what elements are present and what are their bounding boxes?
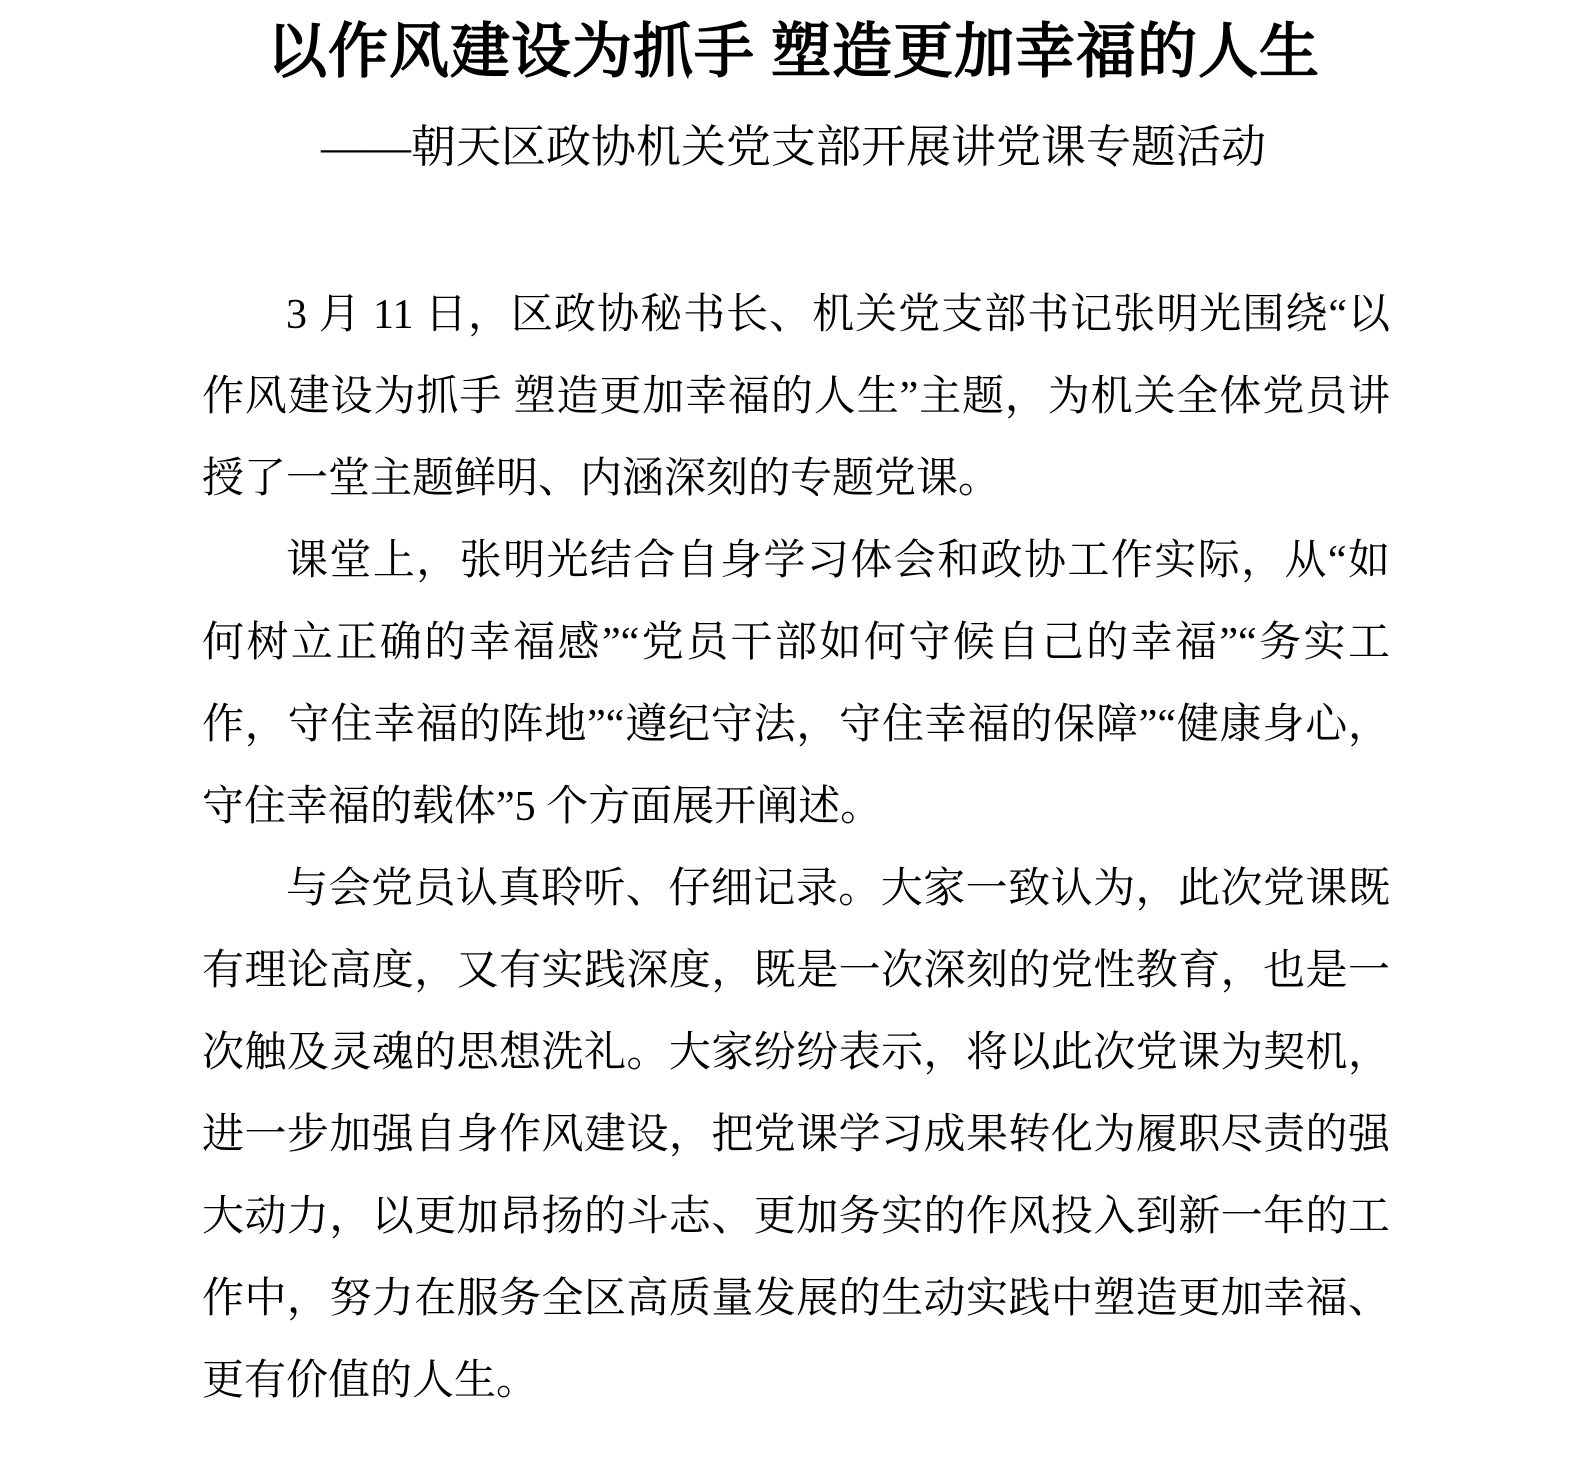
document-subtitle: ——朝天区政协机关党支部开展讲党课专题活动 <box>320 122 1266 172</box>
paragraph-2: 课堂上，张明光结合自身学习体会和政协工作实际，从“如何树立正确的幸福感”“党员干部如何守候自己的幸福”“务实工作，守住幸福的阵地”“遵纪守法，守住幸福的保障”“健康身心，守住幸福的载体”5 个方面展开阐述。 <box>202 538 1390 830</box>
paragraph-1: 3 月 11 日，区政协秘书长、机关党支部书记张明光围绕“以作风建设为抓手 塑造更加幸福的人生”主题，为机关全体党员讲授了一堂主题鲜明、内涵深刻的专题党课。 <box>202 292 1390 502</box>
document-title: 以作风建设为抓手 塑造更加幸福的人生 <box>267 19 1320 85</box>
document-body <box>202 274 1390 1422</box>
paragraph-3: 与会党员认真聆听、仔细记录。大家一致认为，此次党课既有理论高度，又有实践深度，既是一次深刻的党性教育，也是一次触及灵魂的思想洗礼。大家纷纷表示，将以此次党课为契机，进一步加强自身作风建设，把党课学习成果转化为履职尽责的强大动力，以更加昂扬的斗志、更加务实的作风投入到新一年的工作中，努力在服务全区高质量发展的生动实践中塑造更加幸福、更有价值的人生。 <box>202 866 1390 1404</box>
